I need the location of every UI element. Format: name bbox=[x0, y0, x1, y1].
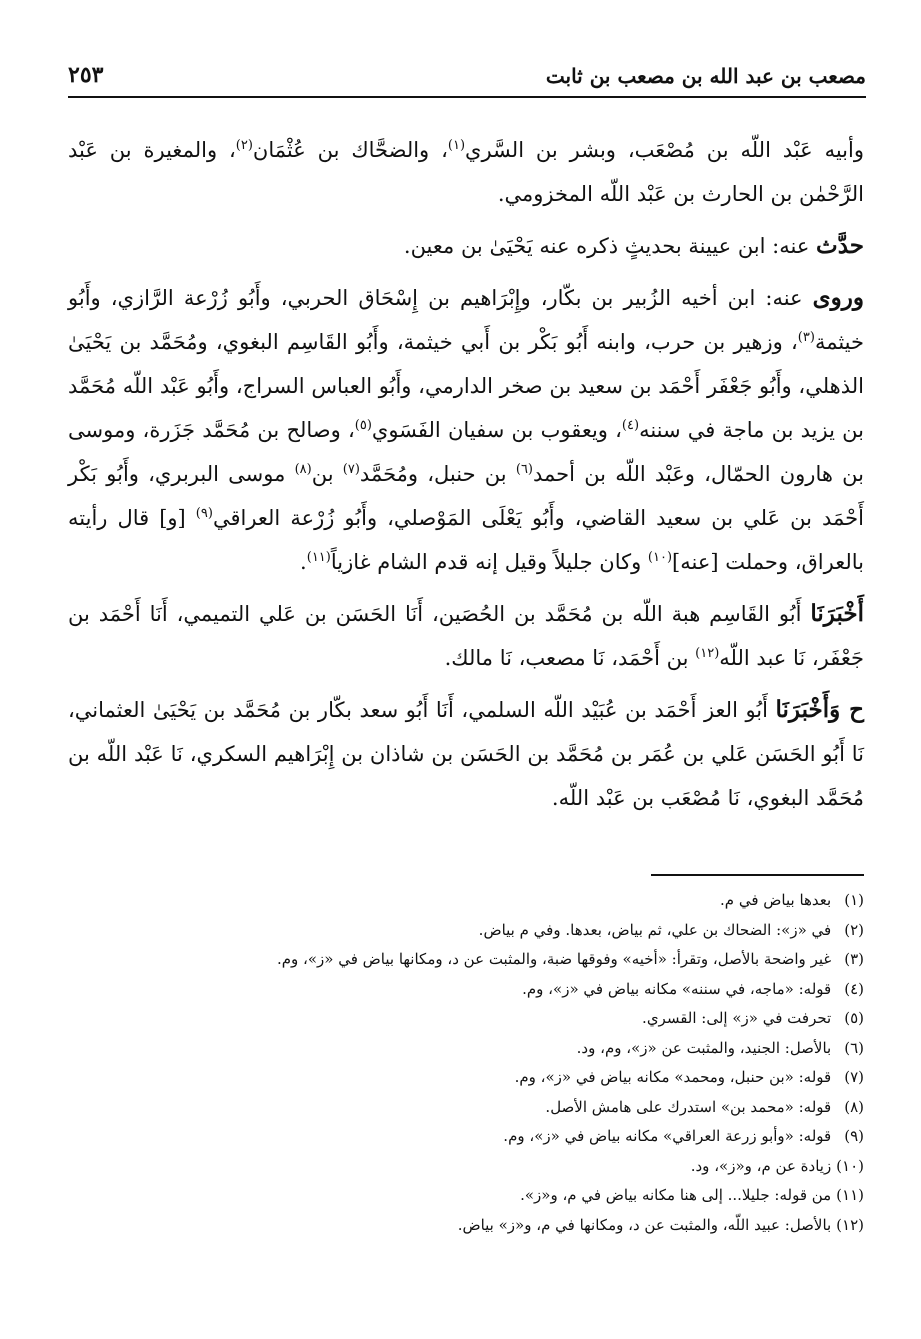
footnote-item bbox=[68, 1122, 864, 1152]
footnote-item bbox=[68, 1034, 864, 1064]
page-number: ٢٥٣ bbox=[68, 62, 104, 88]
footnote-item bbox=[68, 1093, 864, 1123]
footnote-item bbox=[68, 1152, 864, 1182]
paragraph bbox=[68, 128, 864, 216]
text-run: ، والمغيرة بن عَبْد الرَّحْمٰن بن الحارث بن عَبْد اللّه المخزومي. bbox=[68, 138, 864, 206]
lead-word: حدَّث bbox=[816, 232, 864, 259]
footnote-number: (٥) bbox=[844, 1009, 864, 1027]
footnote-item bbox=[68, 1181, 864, 1211]
footnote-ref: (٥) bbox=[354, 418, 372, 433]
text-run: وأبيه عَبْد اللّه بن مُصْعَب، وبشر بن السَّري bbox=[465, 138, 864, 162]
footnotes bbox=[68, 886, 864, 1240]
text-run: ، وزهير بن حرب، وابنه أَبُو بَكْر بن أَبي خيثمة، وأَبُو القَاسِم البغوي، ومُحَمَّد بن يَحْيَىٰ الذهلي، وأَبُو جَعْفَر أَحْمَد بن سعيد بن صخر الدارمي، وأَبُو العباس السراج، وأَبُو عَبْد اللّه مُحَمَّد بن يزيد بن ماجة في سننه bbox=[68, 330, 864, 442]
paragraph bbox=[68, 276, 864, 584]
running-title: مصعب بن عبد الله بن مصعب بن ثابت bbox=[545, 64, 866, 88]
paragraph bbox=[68, 688, 864, 820]
footnote-number: (١) bbox=[844, 891, 864, 909]
footnote-text: بالأصل: عبيد اللّه، والمثبت عن د، ومكانها في م، و«ز» بياض. bbox=[457, 1215, 832, 1234]
footnote-item bbox=[68, 1211, 864, 1241]
footnote-number: (٨) bbox=[844, 1097, 864, 1116]
footnote-ref: (٤) bbox=[621, 418, 640, 433]
footnote-text: قوله: «محمد بن» استدرك على هامش الأصل. bbox=[545, 1097, 832, 1116]
footnote-number: (٦) bbox=[844, 1038, 864, 1057]
footnote-item bbox=[68, 916, 864, 946]
text-run: عنه: ابن أخيه الزُبير بن بكّار، وإِبْرَاهيم بن إِسْحَاق الحربي، وأَبُو زُرْعة الرَّازي، وأَبُو خيثمة bbox=[68, 286, 864, 354]
footnote-item bbox=[68, 1004, 864, 1034]
text-run: ، ويعقوب بن سفيان الفَسَوي bbox=[371, 418, 622, 442]
paragraph bbox=[68, 224, 864, 268]
footnote-number: (١٠) bbox=[836, 1156, 864, 1175]
footnote-number: (٢) bbox=[844, 920, 864, 939]
footnote-text: زيادة عن م، و«ز»، ود. bbox=[690, 1156, 832, 1175]
footnote-separator bbox=[651, 874, 864, 876]
page-header bbox=[68, 58, 866, 98]
footnote-text: بالأصل: الجنيد، والمثبت عن «ز»، وم، ود. bbox=[576, 1038, 832, 1057]
footnote-number: (٤) bbox=[844, 979, 864, 998]
footnote-ref: (١١) bbox=[306, 550, 331, 565]
footnote-text: قوله: «وأبو زرعة العراقي» مكانه بياض في «ز»، وم. bbox=[503, 1127, 832, 1145]
footnote-ref: (٨) bbox=[294, 462, 312, 477]
text-run: ، وصالح بن مُحَمَّد جَزَرة، وموسى بن هارون الحمّال، وعَبْد اللّه بن أحمد bbox=[68, 418, 864, 486]
text-run: [و] قال رأيته بالعراق، وحملت [عنه] bbox=[68, 506, 864, 574]
footnote-item bbox=[68, 975, 864, 1005]
footnote-number: (١٢) bbox=[836, 1215, 864, 1234]
text-run: أَبُو العز أَحْمَد بن عُبَيْد اللّه السلمي، أَنَا أَبُو سعد بكّار بن مُحَمَّد بن يَحْيَىٰ العثماني، نَا أَبُو الحَسَن عَلي بن عُمَر بن مُحَمَّد بن الحَسَن بن شاذان بن إِبْرَاهيم السكري، نَا عَبْد اللّه بن مُحَمَّد البغوي، نَا مُصْعَب بن عَبْد اللّه. bbox=[68, 698, 864, 810]
footnote-ref: (٢) bbox=[235, 138, 253, 153]
footnote-number: (٣) bbox=[844, 950, 864, 968]
text-run: بن أَحْمَد، نَا مصعب، نَا مالك. bbox=[444, 646, 696, 670]
main-text bbox=[68, 128, 864, 828]
paragraph bbox=[68, 592, 864, 680]
text-run: أَبُو القَاسِم هبة اللّه بن مُحَمَّد بن الحُصَين، أَنَا الحَسَن بن عَلي التميمي، أَنَا أَحْمَد بن جَعْفَر، نَا عبد اللّه bbox=[68, 602, 864, 670]
text-run: . bbox=[300, 550, 307, 574]
lead-word: ح وَأَخْبَرَنَا bbox=[775, 696, 864, 723]
footnote-ref: (٣) bbox=[797, 330, 815, 345]
footnote-ref: (١٠) bbox=[647, 550, 673, 565]
footnote-ref: (١٢) bbox=[695, 646, 720, 661]
footnote-item bbox=[68, 945, 864, 975]
text-run: بن bbox=[311, 462, 343, 486]
footnote-text: قوله: «ماجه، في سننه» مكانه بياض في «ز»، وم. bbox=[522, 979, 832, 998]
footnote-ref: (١) bbox=[447, 138, 466, 153]
footnote-text: من قوله: جليلا... إلى هنا مكانه بياض في م، و«ز». bbox=[520, 1186, 832, 1204]
footnote-ref: (٦) bbox=[515, 462, 533, 477]
footnote-number: (٩) bbox=[844, 1127, 864, 1145]
footnote-item bbox=[68, 1063, 864, 1093]
lead-word: وروى bbox=[812, 284, 864, 311]
footnote-number: (١١) bbox=[836, 1186, 864, 1204]
footnote-number: (٧) bbox=[844, 1068, 864, 1086]
footnote-text: غير واضحة بالأصل، وتقرأ: «أخيه» وفوقها ضبة، والمثبت عن د، ومكانها بياض في «ز»، وم. bbox=[276, 950, 832, 968]
footnote-text: في «ز»: الضحاك بن علي، ثم بياض، بعدها. وفي م بياض. bbox=[478, 920, 832, 939]
text-run: وكان جليلاً وقيل إنه قدم الشام غازياً bbox=[330, 550, 648, 574]
footnote-ref: (٧) bbox=[342, 462, 360, 477]
footnote-text: بعدها بياض في م. bbox=[720, 891, 832, 909]
footnote-item bbox=[68, 886, 864, 916]
lead-word: أَخْبَرَنَا bbox=[810, 600, 864, 627]
text-run: ، والضحَّاك بن عُثْمَان bbox=[252, 138, 448, 162]
text-run: بن حنبل، ومُحَمَّد bbox=[359, 462, 516, 486]
text-run: عنه: ابن عيينة بحديثٍ ذكره عنه يَحْيَىٰ بن معين. bbox=[403, 234, 817, 258]
text-run: موسى البربري، وأَبُو بَكْر أَحْمَد بن عَلي بن سعيد القاضي، وأَبُو يَعْلَى المَوْصلي، وأَبُو زُرْعة العراقي bbox=[68, 462, 865, 530]
footnote-text: قوله: «بن حنبل، ومحمد» مكانه بياض في «ز»، وم. bbox=[514, 1068, 832, 1086]
footnote-text: تحرفت في «ز» إلى: القسري. bbox=[642, 1009, 832, 1027]
footnote-ref: (٩) bbox=[195, 506, 213, 521]
